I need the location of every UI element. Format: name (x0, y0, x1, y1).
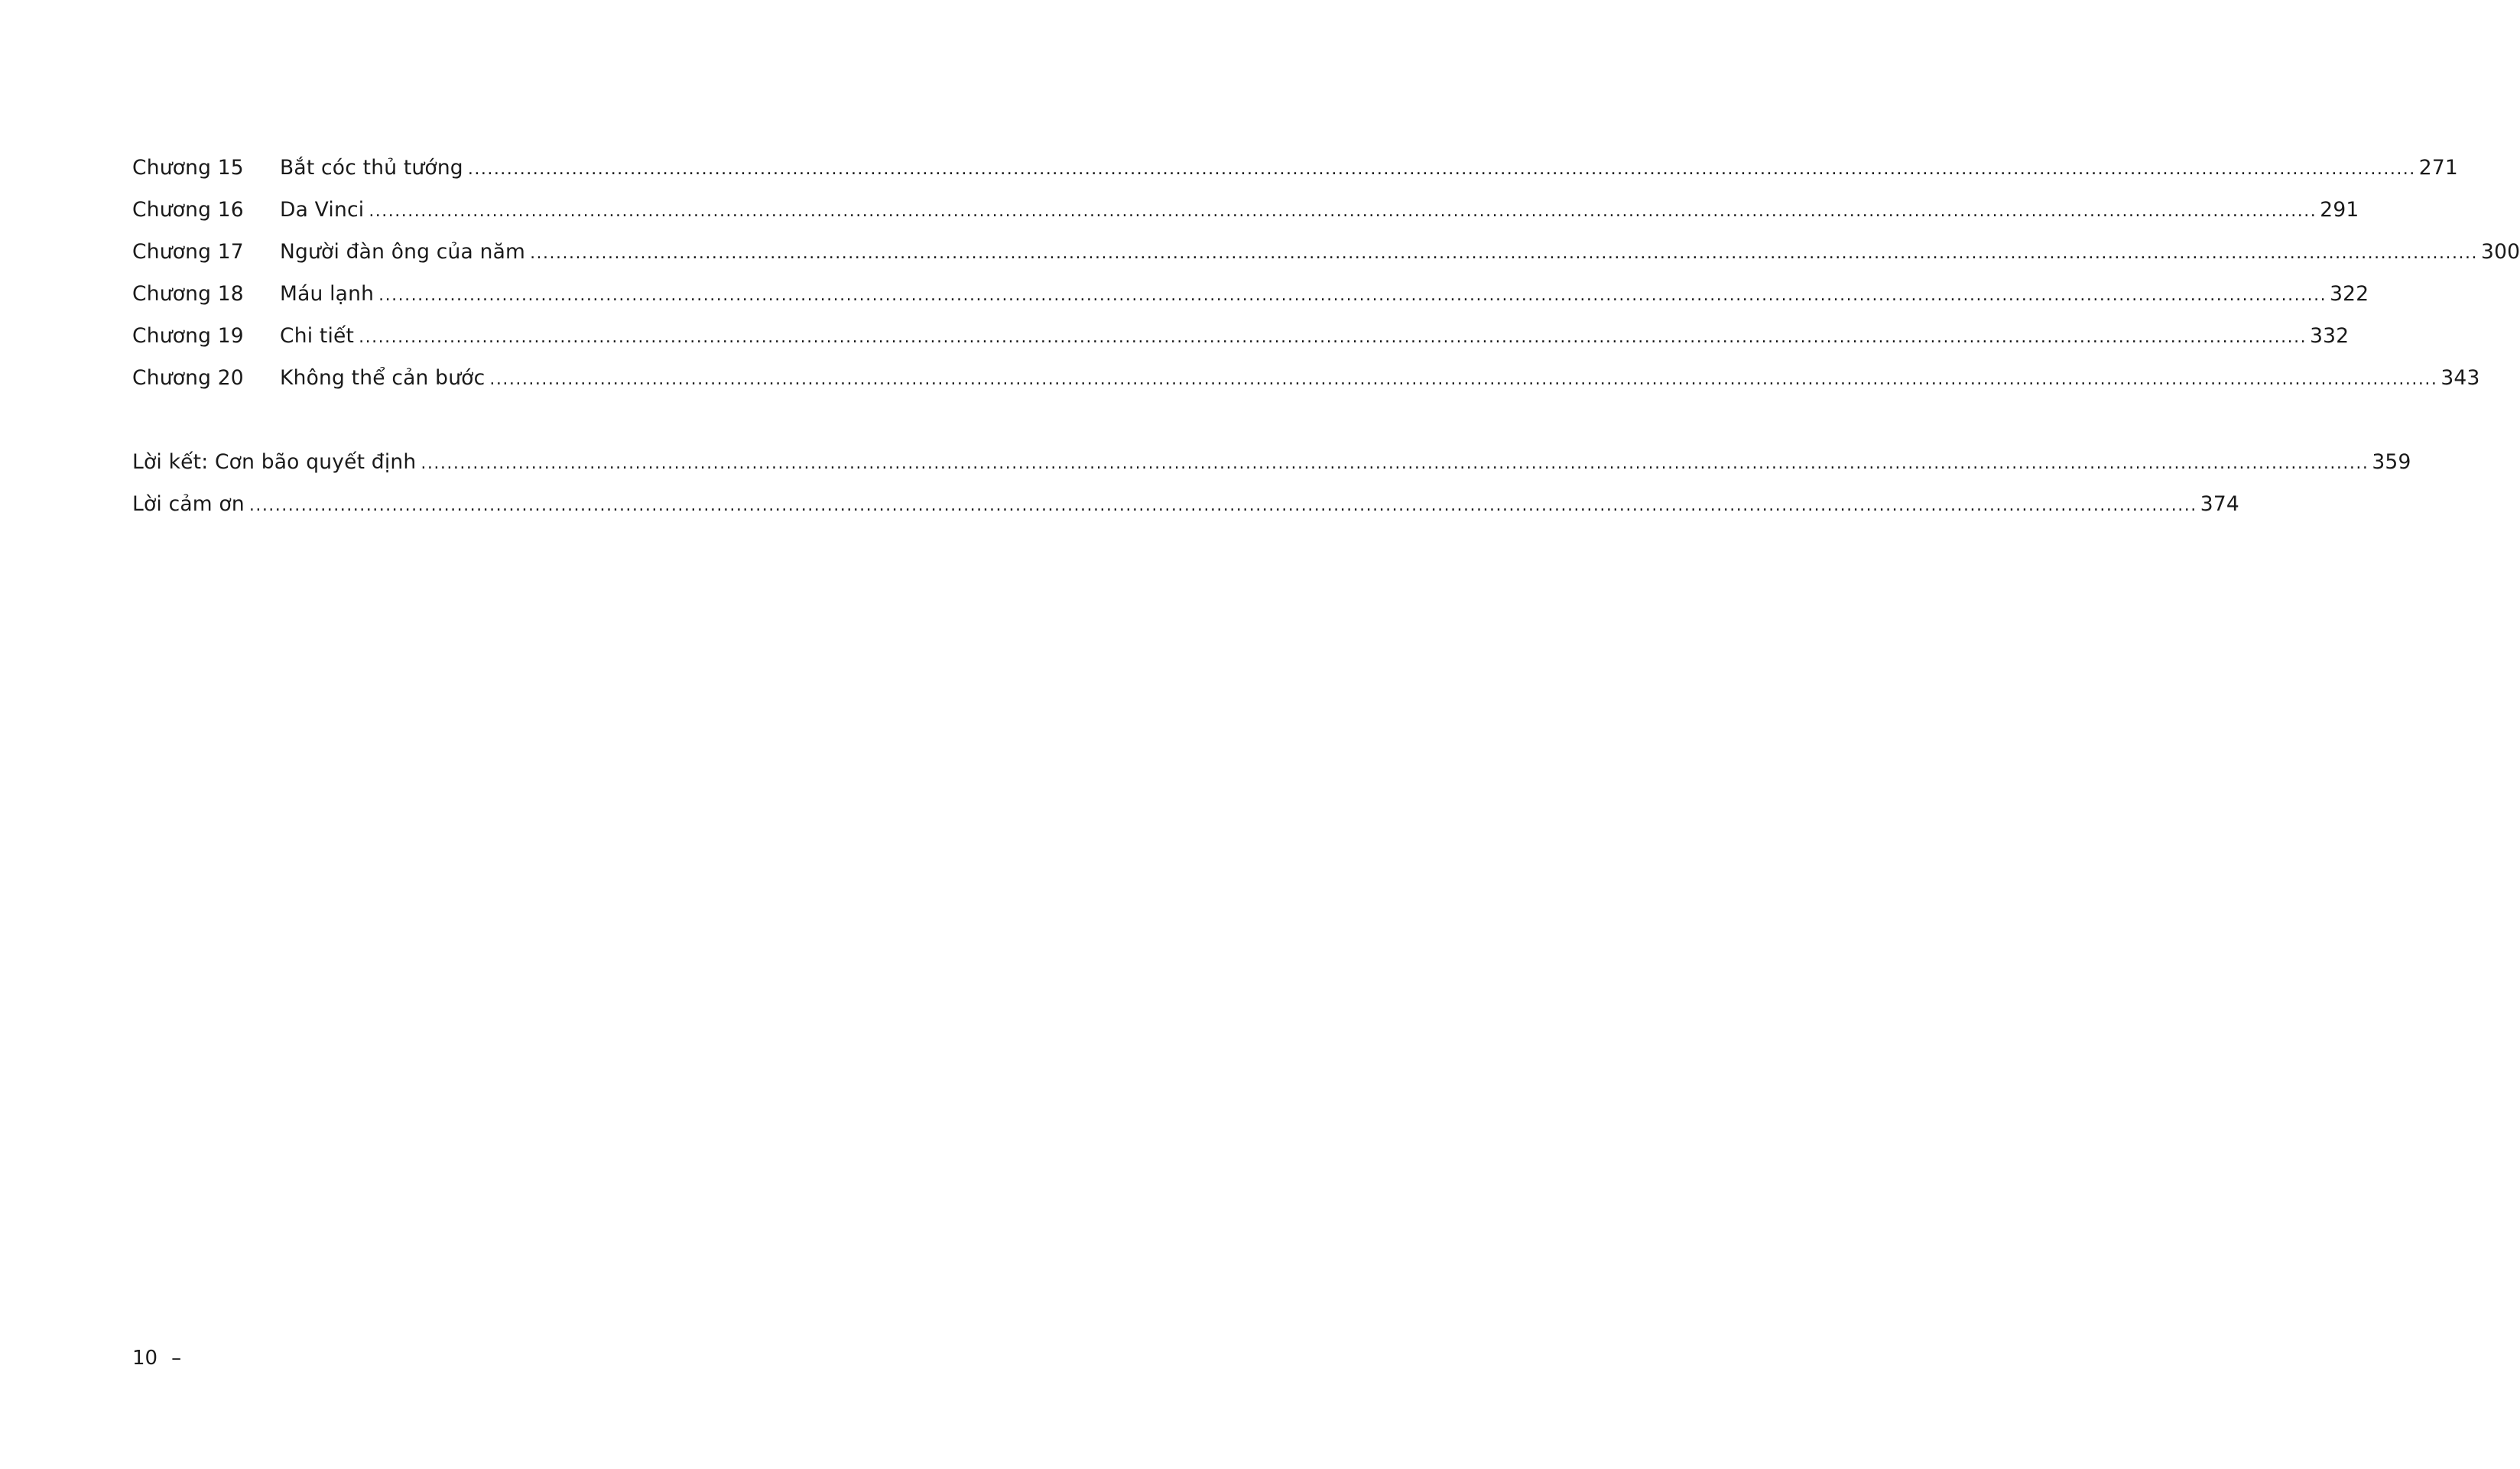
toc-entry (132, 156, 2458, 198)
page-number: 359 (2372, 450, 2411, 474)
toc-entry (132, 324, 2350, 366)
back-matter-title: Lời kết: Cơn bão quyết định (132, 450, 417, 474)
page-footer (132, 1347, 181, 1370)
toc-entry (132, 282, 2369, 324)
toc-entry-acknowledgements (132, 492, 2239, 534)
toc-entry (132, 240, 2520, 282)
dot-leader: ............................................................................................................................................................................................................................................................................................................ (378, 286, 2327, 305)
chapter-number: Chương 20 (132, 366, 244, 390)
chapter-number: Chương 15 (132, 156, 244, 180)
chapter-number: Chương 16 (132, 198, 244, 222)
page-number: 332 (2310, 324, 2350, 348)
toc-entry-epilogue (132, 450, 2411, 492)
footer-dash: – (171, 1347, 182, 1370)
chapter-number: Chương 19 (132, 324, 244, 348)
section-spacer (132, 408, 855, 450)
toc-entry (132, 198, 2359, 240)
page-number: 374 (2200, 492, 2239, 516)
dot-leader: ............................................................................................................................................................................................................................................................................................................ (530, 244, 2479, 263)
chapter-number: Chương 17 (132, 240, 244, 264)
page-number: 291 (2320, 198, 2359, 222)
page-number: 300 (2481, 240, 2520, 264)
chapter-title: Bắt cóc thủ tướng (280, 156, 463, 180)
chapter-number: Chương 18 (132, 282, 244, 306)
dot-leader: ............................................................................................................................................................................................................................................................................................................ (359, 328, 2307, 347)
chapter-title: Người đàn ông của năm (280, 240, 526, 264)
toc-entry (132, 366, 2480, 408)
dot-leader: ............................................................................................................................................................................................................................................................................................................ (369, 202, 2317, 221)
dot-leader: ............................................................................................................................................................................................................................................................................................................ (421, 454, 2369, 473)
dot-leader: ............................................................................................................................................................................................................................................................................................................ (489, 370, 2438, 389)
dot-leader: ............................................................................................................................................................................................................................................................................................................ (467, 160, 2416, 179)
chapter-title: Chi tiết (280, 324, 355, 348)
page-number: 343 (2440, 366, 2480, 390)
chapter-title: Máu lạnh (280, 282, 375, 306)
table-of-contents (132, 156, 2520, 534)
chapter-title: Không thể cản bước (280, 366, 485, 390)
page-number: 322 (2330, 282, 2369, 306)
dot-leader: ............................................................................................................................................................................................................................................................................................................ (248, 496, 2197, 515)
footer-page-number: 10 (132, 1347, 158, 1370)
chapter-title: Da Vinci (280, 198, 365, 222)
page-number: 271 (2418, 156, 2458, 180)
back-matter-title: Lời cảm ơn (132, 492, 245, 516)
